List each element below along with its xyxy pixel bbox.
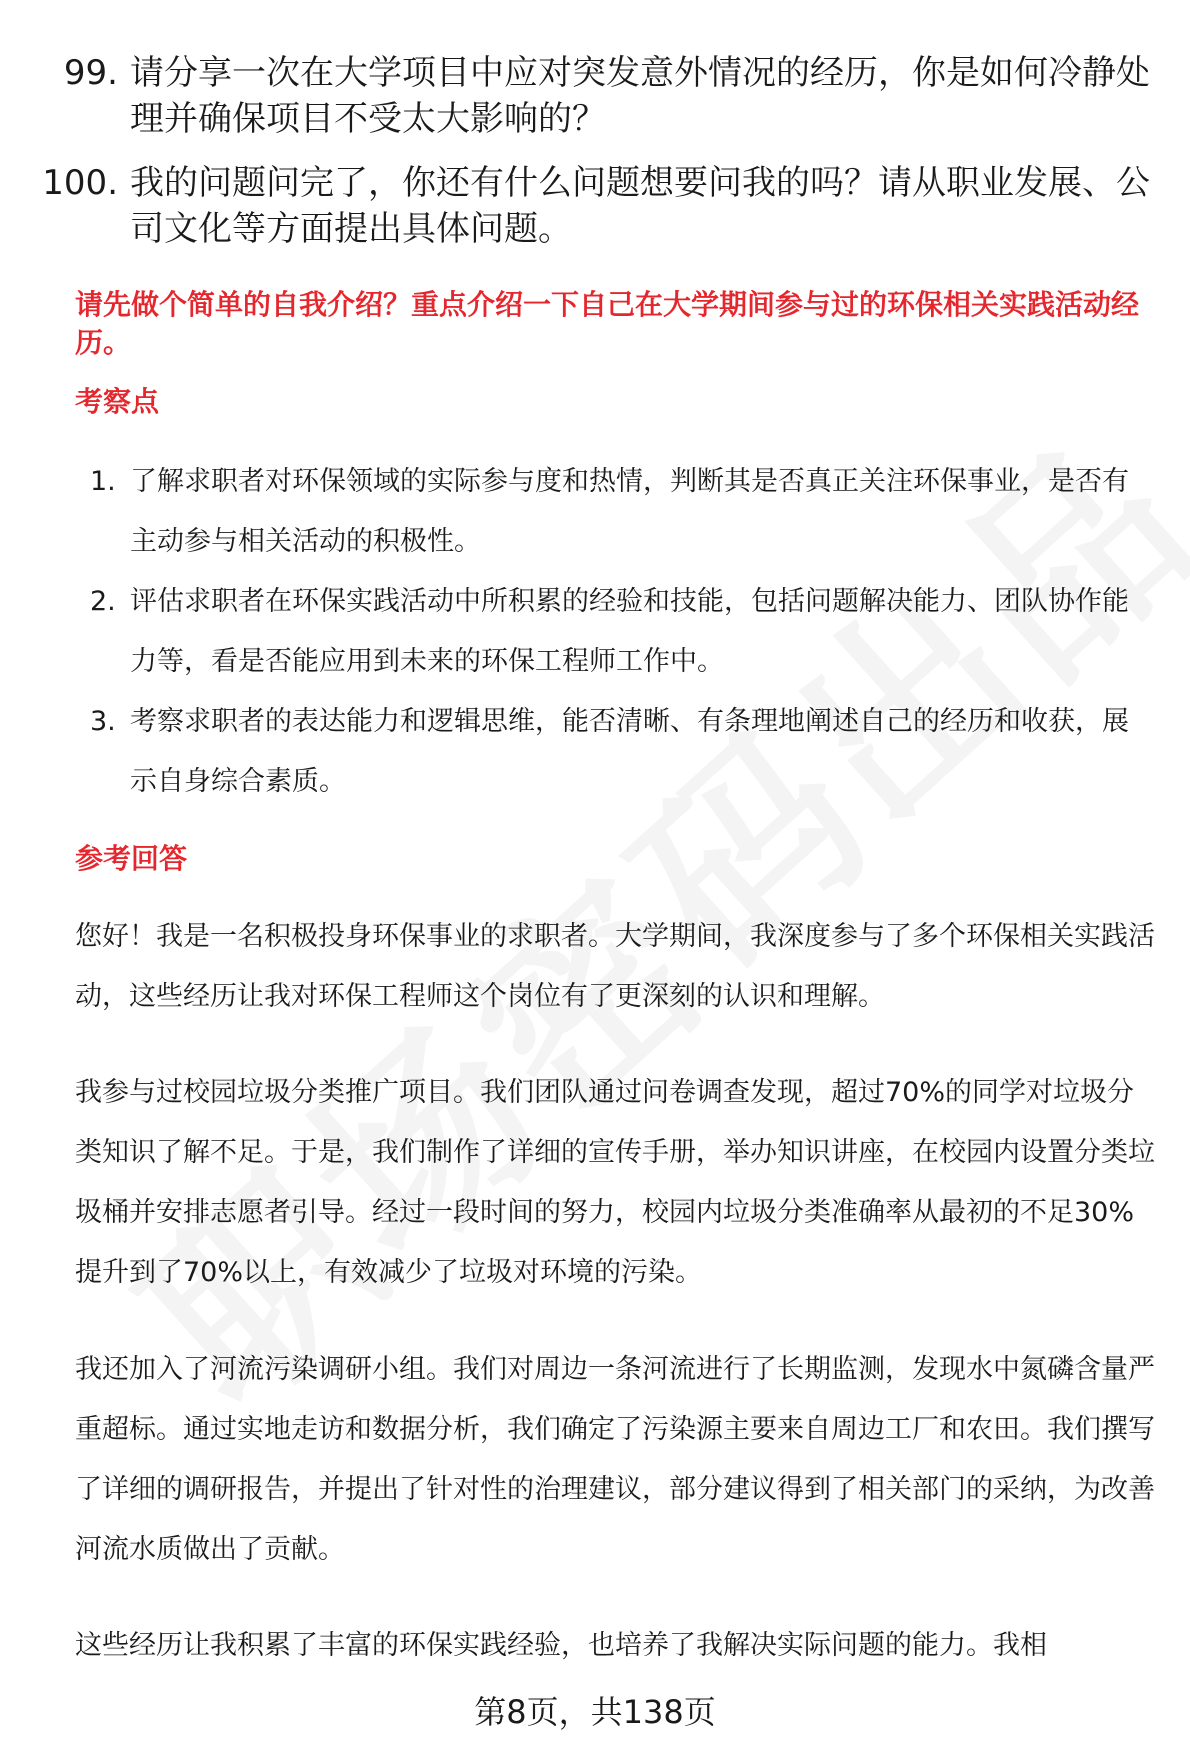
question-text: 请分享一次在大学项目中应对突发意外情况的经历，你是如何冷静处理并确保项目不受太大影响的？ xyxy=(130,53,1150,139)
answer-paragraph: 这些经历让我积累了丰富的环保实践经验，也培养了我解决实际问题的能力。我相 xyxy=(75,1630,1047,1661)
question-text: 我的问题问完了，你还有什么问题想要问我的吗？请从职业发展、公司文化等方面提出具体问题。 xyxy=(130,163,1150,249)
question-number: 100. xyxy=(42,163,118,203)
point-number: 2. xyxy=(90,586,116,617)
answer-paragraph: 您好！我是一名积极投身环保事业的求职者。大学期间，我深度参与了多个环保相关实践活动，这些经历让我对环保工程师这个岗位有了更深刻的认识和理解。 xyxy=(75,921,1155,1012)
question-number: 99. xyxy=(63,53,118,93)
point-text: 了解求职者对环保领域的实际参与度和热情，判断其是否真正关注环保事业，是否有主动参与相关活动的积极性。 xyxy=(130,466,1129,557)
point-number: 3. xyxy=(90,706,116,737)
answer-paragraph: 我参与过校园垃圾分类推广项目。我们团队通过问卷调查发现，超过70%的同学对垃圾分类知识了解不足。于是，我们制作了详细的宣传手册，举办知识讲座，在校园内设置分类垃圾桶并安排志愿者引导。经过一段时间的努力，校园内垃圾分类准确率从最初的不足30%提升到了70%以上，有效减少了垃圾对环境的污染。 xyxy=(75,1077,1155,1288)
answer-paragraph: 我还加入了河流污染调研小组。我们对周边一条河流进行了长期监测，发现水中氮磷含量严重超标。通过实地走访和数据分析，我们确定了污染源主要来自周边工厂和农田。我们撰写了详细的调研报告，并提出了针对性的治理建议，部分建议得到了相关部门的采纳，为改善河流水质做出了贡献。 xyxy=(75,1354,1155,1565)
point-text: 考察求职者的表达能力和逻辑思维，能否清晰、有条理地阐述自己的经历和收获，展示自身综合素质。 xyxy=(130,706,1129,797)
assessment-heading: 考察点 xyxy=(75,385,160,418)
answer-heading: 参考回答 xyxy=(75,842,188,875)
page-footer: 第8页，共138页 xyxy=(474,1693,716,1731)
point-text: 评估求职者在环保实践活动中所积累的经验和技能，包括问题解决能力、团队协作能力等，看是否能应用到未来的环保工程师工作中。 xyxy=(130,586,1129,677)
highlight-question: 请先做个简单的自我介绍？重点介绍一下自己在大学期间参与过的环保相关实践活动经历。 xyxy=(75,288,1140,359)
point-number: 1. xyxy=(90,466,116,497)
